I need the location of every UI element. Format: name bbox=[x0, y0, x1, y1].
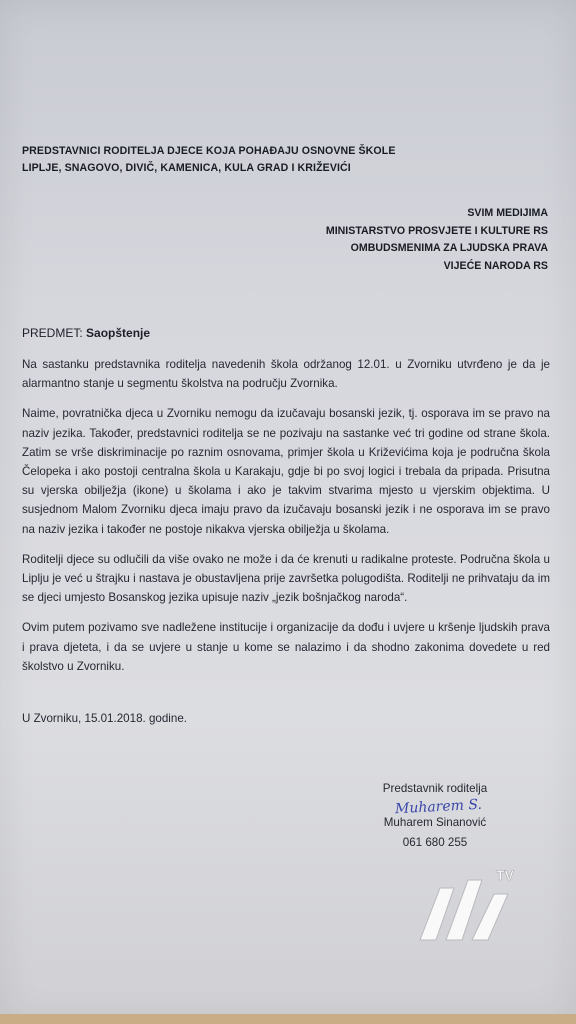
subject-line bbox=[22, 326, 150, 340]
recipient-2: MINISTARSTVO PROSVJETE I KULTURE RS bbox=[325, 224, 548, 237]
signature-block bbox=[360, 780, 510, 854]
paragraph-4: Ovim putem pozivamo sve nadležene institucije i organizacije da dođu i uvjere u kršenje ljudskih prava i prava djeteta, i da se uvjere u stanje u kome se nalazimo i da shodno zakonima dovedete u red školstvo u Zvorniku. bbox=[22, 621, 550, 673]
letter-body bbox=[22, 355, 550, 687]
paragraph-2: Naime, povratnička djeca u Zvorniku nemogu da izučavaju bosanski jezik, tj. osporava im se pravo na naziv jezika. Također, predstavnici roditelja se ne pozivaju na sastanke već tri godine od strane škola. Zatim se vrše diskriminacije po raznim osnovama, primjer škola u Križevićima koja je područna škola Čelopeka i ako postoji centralna škola u Karakaju, gdje bi po svoj logici i trebala da pripada. Prisutna su vjerska obilježja (ikone) u školama i ako je takvim stvarima mjesto u vjerskim objektima. U susjednom Malom Zvorniku djeca imaju pravo da izučavaju bosanski jezik i ne osporava im se pravo na naziv jezika i također ne postoje nikakva vjerska obilježja u školama. bbox=[22, 407, 550, 536]
background-surface bbox=[0, 1014, 576, 1024]
signature-title: Predstavnik roditelja bbox=[382, 782, 488, 795]
paragraph-3: Roditelji djece su odlučili da više ovako ne može i da će krenuti u radikalne proteste. Područna škola u Liplju je već u štrajku i nastava je obustavljena prije završetka polugodišta. Roditelji ne prihvataju da im se djeci umjesto Bosanskog jezika upisuje naziv „jezik bošnjačkog naroda“. bbox=[22, 552, 550, 605]
signature-phone: 061 680 255 bbox=[402, 836, 468, 849]
recipient-list bbox=[248, 205, 548, 275]
date-line: U Zvorniku, 15.01.2018. godine. bbox=[22, 712, 187, 725]
signature-name: Muharem Sinanović bbox=[383, 816, 487, 829]
recipient-4: VIJEĆE NARODA RS bbox=[443, 259, 548, 272]
subject-value: Saopštenje bbox=[86, 326, 151, 340]
sender-header bbox=[22, 143, 422, 177]
recipient-1: SVIM MEDIJIMA bbox=[467, 207, 548, 219]
sender-line-1: PREDSTAVNICI RODITELJA DJECE KOJA POHAĐAJU OSNOVNE ŠKOLE bbox=[22, 145, 396, 157]
sender-line-2: LIPLJE, SNAGOVO, DIVIČ, KAMENICA, KULA GRAD I KRIŽEVIĆI bbox=[22, 162, 351, 174]
broadcaster-logo-icon bbox=[410, 860, 530, 950]
logo-right-stroke bbox=[472, 894, 508, 940]
recipient-3: OMBUDSMENIMA ZA LJUDSKA PRAVA bbox=[350, 242, 548, 254]
logo-text: TV bbox=[496, 867, 514, 883]
subject-label: PREDMET: bbox=[22, 326, 87, 340]
paragraph-1: Na sastanku predstavnika roditelja navedenih škola održanog 12.01. u Zvorniku utvrđeno je da je alarmantno stanje u segmentu školstva na području Zvornika. bbox=[22, 358, 550, 391]
handwritten-signature: Muharem S. bbox=[394, 796, 482, 818]
